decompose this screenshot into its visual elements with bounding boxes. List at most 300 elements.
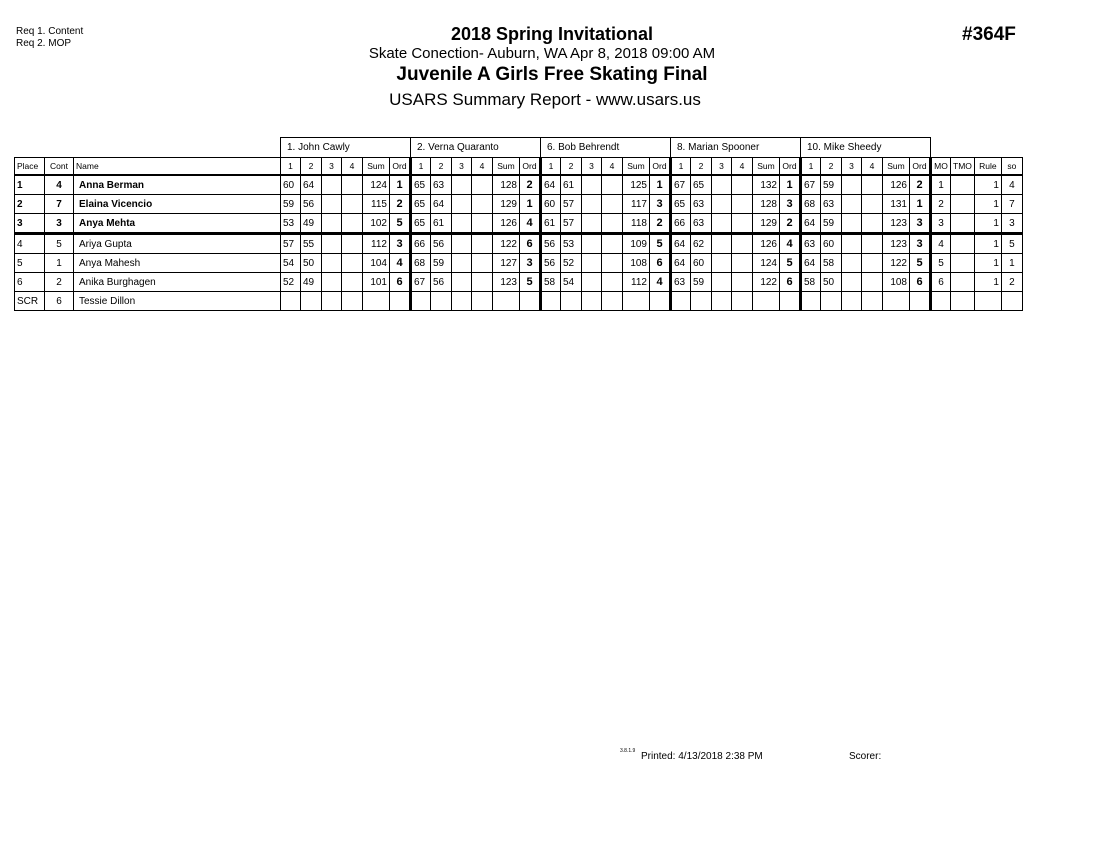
sum-cell: 122 — [753, 273, 780, 292]
ordinal-cell: 2 — [650, 214, 671, 234]
sum-cell: 127 — [493, 254, 520, 273]
score-cell — [342, 195, 363, 214]
cont-cell: 6 — [45, 292, 74, 311]
score-cell — [712, 292, 732, 311]
table-row — [15, 214, 1023, 234]
score-cell: 57 — [561, 214, 582, 234]
event-number: #364F — [962, 24, 1016, 45]
score-cell — [342, 254, 363, 273]
col-judge-3: 3 — [322, 158, 342, 176]
tmo-cell — [951, 214, 975, 234]
judge-name: 6. Bob Behrendt — [541, 138, 671, 158]
score-cell: 52 — [561, 254, 582, 273]
col-judge-sum: Sum — [493, 158, 520, 176]
col-rule: Rule — [974, 158, 1001, 176]
ordinal-cell — [910, 292, 931, 311]
version-label: 3.8.1.9 — [620, 748, 636, 754]
place-cell: 5 — [15, 254, 45, 273]
req-2: Req 2. MOP — [16, 38, 72, 49]
score-cell — [582, 254, 602, 273]
sum-cell: 123 — [493, 273, 520, 292]
score-cell — [842, 234, 862, 254]
ordinal-cell: 2 — [910, 175, 931, 195]
score-cell: 49 — [301, 214, 322, 234]
score-cell: 67 — [411, 273, 431, 292]
ordinal-cell: 3 — [390, 234, 411, 254]
sum-cell: 101 — [363, 273, 390, 292]
score-cell — [862, 195, 883, 214]
so-cell: 5 — [1001, 234, 1022, 254]
tmo-cell — [951, 175, 975, 195]
tmo-cell — [951, 195, 975, 214]
sum-cell — [493, 292, 520, 311]
sum-cell: 108 — [623, 254, 650, 273]
col-judge-3: 3 — [712, 158, 732, 176]
sum-cell: 128 — [753, 195, 780, 214]
so-cell: 3 — [1001, 214, 1022, 234]
skater-name: Anya Mehta — [74, 214, 281, 234]
rule-cell: 1 — [974, 234, 1001, 254]
score-cell — [862, 175, 883, 195]
score-cell — [322, 195, 342, 214]
ordinal-cell: 4 — [390, 254, 411, 273]
col-judge-3: 3 — [582, 158, 602, 176]
score-cell — [342, 214, 363, 234]
score-cell: 64 — [541, 175, 561, 195]
score-cell — [842, 254, 862, 273]
mo-cell: 5 — [931, 254, 951, 273]
score-cell — [472, 292, 493, 311]
score-cell — [732, 292, 753, 311]
ordinal-cell: 1 — [780, 175, 801, 195]
score-cell — [472, 175, 493, 195]
score-cell — [582, 273, 602, 292]
cont-cell: 3 — [45, 214, 74, 234]
place-cell: 1 — [15, 175, 45, 195]
score-cell: 53 — [561, 234, 582, 254]
ordinal-cell: 1 — [650, 175, 671, 195]
so-cell: 1 — [1001, 254, 1022, 273]
col-judge-3: 3 — [842, 158, 862, 176]
mo-cell: 2 — [931, 195, 951, 214]
ordinal-cell — [780, 292, 801, 311]
score-cell — [281, 292, 301, 311]
score-cell — [452, 175, 472, 195]
ordinal-cell: 4 — [520, 214, 541, 234]
sum-cell: 104 — [363, 254, 390, 273]
score-cell — [342, 175, 363, 195]
col-judge-ord: Ord — [520, 158, 541, 176]
judge-name: 8. Marian Spooner — [671, 138, 801, 158]
sum-cell — [883, 292, 910, 311]
sum-cell: 126 — [493, 214, 520, 234]
score-cell — [541, 292, 561, 311]
so-cell: 2 — [1001, 273, 1022, 292]
ordinal-cell: 6 — [910, 273, 931, 292]
col-tmo: TMO — [951, 158, 975, 176]
col-judge-2: 2 — [561, 158, 582, 176]
score-cell — [842, 292, 862, 311]
ordinal-cell — [390, 292, 411, 311]
score-cell: 63 — [671, 273, 691, 292]
score-cell: 65 — [411, 195, 431, 214]
sum-cell: 126 — [883, 175, 910, 195]
col-judge-3: 3 — [452, 158, 472, 176]
score-cell — [322, 273, 342, 292]
score-cell: 54 — [281, 254, 301, 273]
col-judge-4: 4 — [602, 158, 623, 176]
mo-cell: 4 — [931, 234, 951, 254]
score-cell: 67 — [801, 175, 821, 195]
col-mo: MO — [931, 158, 951, 176]
place-cell: 6 — [15, 273, 45, 292]
col-judge-1: 1 — [411, 158, 431, 176]
tmo-cell — [951, 292, 975, 311]
ordinal-cell: 3 — [910, 234, 931, 254]
sum-cell: 109 — [623, 234, 650, 254]
skater-name: Anna Berman — [74, 175, 281, 195]
score-cell: 63 — [431, 175, 452, 195]
score-cell — [842, 195, 862, 214]
sum-cell: 117 — [623, 195, 650, 214]
score-cell — [411, 292, 431, 311]
score-cell — [582, 234, 602, 254]
col-judge-2: 2 — [821, 158, 842, 176]
sum-cell: 129 — [753, 214, 780, 234]
score-cell — [452, 292, 472, 311]
score-cell — [712, 195, 732, 214]
score-cell — [452, 195, 472, 214]
so-cell — [1001, 292, 1022, 311]
score-cell — [472, 234, 493, 254]
score-cell: 63 — [691, 214, 712, 234]
score-cell: 63 — [821, 195, 842, 214]
col-judge-2: 2 — [691, 158, 712, 176]
ordinal-cell: 5 — [650, 234, 671, 254]
ordinal-cell: 6 — [650, 254, 671, 273]
score-cell: 59 — [821, 175, 842, 195]
ordinal-cell: 3 — [520, 254, 541, 273]
score-cell: 57 — [281, 234, 301, 254]
score-cell: 56 — [431, 234, 452, 254]
score-cell — [301, 292, 322, 311]
score-cell — [732, 273, 753, 292]
score-cell: 59 — [281, 195, 301, 214]
event-title: Juvenile A Girls Free Skating Final — [396, 64, 708, 85]
score-cell — [862, 254, 883, 273]
table-row — [15, 292, 1023, 311]
score-cell: 54 — [561, 273, 582, 292]
score-cell: 58 — [541, 273, 561, 292]
score-cell: 56 — [431, 273, 452, 292]
score-cell — [671, 292, 691, 311]
rule-cell: 1 — [974, 273, 1001, 292]
score-cell — [342, 292, 363, 311]
sum-cell: 132 — [753, 175, 780, 195]
score-cell: 65 — [671, 195, 691, 214]
score-cell: 64 — [671, 254, 691, 273]
col-so: so — [1001, 158, 1022, 176]
place-cell: 3 — [15, 214, 45, 234]
col-judge-1: 1 — [281, 158, 301, 176]
score-cell — [472, 195, 493, 214]
score-cell: 56 — [541, 234, 561, 254]
score-cell — [582, 292, 602, 311]
sum-cell: 122 — [883, 254, 910, 273]
ordinal-cell: 5 — [780, 254, 801, 273]
score-cell — [322, 175, 342, 195]
score-cell: 62 — [691, 234, 712, 254]
score-cell — [582, 214, 602, 234]
score-cell: 64 — [671, 234, 691, 254]
sum-cell — [363, 292, 390, 311]
cont-cell: 5 — [45, 234, 74, 254]
col-judge-4: 4 — [732, 158, 753, 176]
mo-cell: 3 — [931, 214, 951, 234]
sum-cell: 123 — [883, 234, 910, 254]
sum-cell: 122 — [493, 234, 520, 254]
score-cell — [472, 254, 493, 273]
skater-name: Anika Burghagen — [74, 273, 281, 292]
score-cell — [732, 214, 753, 234]
score-cell: 64 — [431, 195, 452, 214]
score-cell: 63 — [801, 234, 821, 254]
col-cont: Cont — [45, 158, 74, 176]
score-cell — [712, 214, 732, 234]
score-cell — [842, 214, 862, 234]
score-cell — [452, 214, 472, 234]
so-cell: 7 — [1001, 195, 1022, 214]
score-cell: 59 — [691, 273, 712, 292]
score-cell: 61 — [541, 214, 561, 234]
score-cell — [842, 175, 862, 195]
judge-header-row — [15, 138, 1023, 158]
score-cell — [732, 195, 753, 214]
sum-cell — [623, 292, 650, 311]
venue-date: Skate Conection- Auburn, WA Apr 8, 2018 09:00 AM — [368, 45, 716, 62]
score-cell — [322, 254, 342, 273]
score-cell — [602, 254, 623, 273]
col-judge-ord: Ord — [390, 158, 411, 176]
col-judge-ord: Ord — [780, 158, 801, 176]
ordinal-cell: 2 — [780, 214, 801, 234]
score-cell — [582, 175, 602, 195]
score-cell — [712, 273, 732, 292]
sum-cell: 124 — [753, 254, 780, 273]
score-cell — [712, 234, 732, 254]
cont-cell: 4 — [45, 175, 74, 195]
sum-cell: 112 — [363, 234, 390, 254]
ordinal-cell: 2 — [520, 175, 541, 195]
mo-cell: 6 — [931, 273, 951, 292]
ordinal-cell: 5 — [910, 254, 931, 273]
table-row — [15, 195, 1023, 214]
score-cell — [342, 273, 363, 292]
score-cell — [472, 273, 493, 292]
sum-cell: 126 — [753, 234, 780, 254]
score-cell: 60 — [821, 234, 842, 254]
score-cell — [602, 214, 623, 234]
score-cell — [732, 234, 753, 254]
score-cell — [821, 292, 842, 311]
score-cell: 66 — [671, 214, 691, 234]
tmo-cell — [951, 234, 975, 254]
sum-cell — [753, 292, 780, 311]
sum-cell: 118 — [623, 214, 650, 234]
table-row — [15, 254, 1023, 273]
col-judge-4: 4 — [862, 158, 883, 176]
judge-name: 2. Verna Quaranto — [411, 138, 541, 158]
score-cell — [322, 214, 342, 234]
table-row — [15, 234, 1023, 254]
col-judge-2: 2 — [431, 158, 452, 176]
sum-cell: 124 — [363, 175, 390, 195]
score-cell — [712, 254, 732, 273]
mo-cell: 1 — [931, 175, 951, 195]
score-cell: 61 — [431, 214, 452, 234]
col-judge-sum: Sum — [753, 158, 780, 176]
tmo-cell — [951, 254, 975, 273]
ordinal-cell: 6 — [520, 234, 541, 254]
ordinal-cell: 5 — [520, 273, 541, 292]
score-cell — [602, 292, 623, 311]
report-title: USARS Summary Report - www.usars.us — [389, 90, 701, 109]
col-judge-4: 4 — [342, 158, 363, 176]
score-cell — [732, 175, 753, 195]
score-cell — [801, 292, 821, 311]
skater-name: Ariya Gupta — [74, 234, 281, 254]
score-cell: 61 — [561, 175, 582, 195]
score-cell: 53 — [281, 214, 301, 234]
score-cell: 58 — [801, 273, 821, 292]
col-judge-sum: Sum — [363, 158, 390, 176]
col-judge-4: 4 — [472, 158, 493, 176]
ordinal-cell: 1 — [520, 195, 541, 214]
score-cell: 68 — [411, 254, 431, 273]
ordinal-cell: 6 — [780, 273, 801, 292]
rule-cell: 1 — [974, 195, 1001, 214]
score-cell — [862, 214, 883, 234]
score-cell: 60 — [281, 175, 301, 195]
ordinal-cell: 4 — [650, 273, 671, 292]
score-cell: 67 — [671, 175, 691, 195]
score-cell: 66 — [411, 234, 431, 254]
sum-cell: 115 — [363, 195, 390, 214]
score-cell: 65 — [411, 175, 431, 195]
ordinal-cell — [520, 292, 541, 311]
col-name: Name — [74, 158, 281, 176]
skater-name: Anya Mahesh — [74, 254, 281, 273]
header-spacer — [931, 138, 1023, 158]
place-cell: 4 — [15, 234, 45, 254]
col-judge-1: 1 — [671, 158, 691, 176]
score-cell — [452, 234, 472, 254]
ordinal-cell: 1 — [910, 195, 931, 214]
score-cell: 60 — [541, 195, 561, 214]
sum-cell: 112 — [623, 273, 650, 292]
score-cell — [342, 234, 363, 254]
competition-title: 2018 Spring Invitational — [450, 24, 654, 44]
score-cell: 50 — [301, 254, 322, 273]
cont-cell: 7 — [45, 195, 74, 214]
sum-cell: 131 — [883, 195, 910, 214]
score-cell — [602, 234, 623, 254]
score-cell: 58 — [821, 254, 842, 273]
score-cell: 50 — [821, 273, 842, 292]
skater-name: Elaina Vicencio — [74, 195, 281, 214]
sum-cell: 125 — [623, 175, 650, 195]
ordinal-cell — [650, 292, 671, 311]
mo-cell — [931, 292, 951, 311]
ordinal-cell: 4 — [780, 234, 801, 254]
ordinal-cell: 3 — [650, 195, 671, 214]
score-cell — [582, 195, 602, 214]
col-judge-1: 1 — [541, 158, 561, 176]
place-cell: SCR — [15, 292, 45, 311]
col-judge-1: 1 — [801, 158, 821, 176]
col-judge-2: 2 — [301, 158, 322, 176]
score-cell — [452, 254, 472, 273]
score-cell — [732, 254, 753, 273]
score-cell: 65 — [691, 175, 712, 195]
judge-name: 1. John Cawly — [281, 138, 411, 158]
score-cell — [322, 234, 342, 254]
score-cell: 59 — [431, 254, 452, 273]
score-cell — [431, 292, 452, 311]
table-row — [15, 175, 1023, 195]
col-judge-ord: Ord — [910, 158, 931, 176]
rule-cell: 1 — [974, 175, 1001, 195]
score-cell: 64 — [801, 214, 821, 234]
skater-name: Tessie Dillon — [74, 292, 281, 311]
score-cell: 63 — [691, 195, 712, 214]
score-cell — [602, 175, 623, 195]
score-cell: 57 — [561, 195, 582, 214]
column-header-row — [15, 158, 1023, 176]
col-judge-ord: Ord — [650, 158, 671, 176]
sum-cell: 129 — [493, 195, 520, 214]
sum-cell: 102 — [363, 214, 390, 234]
rule-cell: 1 — [974, 214, 1001, 234]
ordinal-cell: 3 — [910, 214, 931, 234]
score-cell — [862, 273, 883, 292]
score-cell: 49 — [301, 273, 322, 292]
score-cell: 68 — [801, 195, 821, 214]
rule-cell — [974, 292, 1001, 311]
ordinal-cell: 2 — [390, 195, 411, 214]
score-cell: 65 — [411, 214, 431, 234]
score-cell: 55 — [301, 234, 322, 254]
score-cell: 52 — [281, 273, 301, 292]
place-cell: 2 — [15, 195, 45, 214]
score-cell — [712, 175, 732, 195]
col-judge-sum: Sum — [883, 158, 910, 176]
col-judge-sum: Sum — [623, 158, 650, 176]
so-cell: 4 — [1001, 175, 1022, 195]
score-cell — [691, 292, 712, 311]
score-cell — [862, 234, 883, 254]
scorer-label: Scorer: — [849, 751, 882, 762]
score-cell: 64 — [301, 175, 322, 195]
score-cell — [322, 292, 342, 311]
table-row — [15, 273, 1023, 292]
cont-cell: 1 — [45, 254, 74, 273]
ordinal-cell: 1 — [390, 175, 411, 195]
ordinal-cell: 3 — [780, 195, 801, 214]
judge-name: 10. Mike Sheedy — [801, 138, 931, 158]
score-cell — [602, 273, 623, 292]
ordinal-cell: 5 — [390, 214, 411, 234]
